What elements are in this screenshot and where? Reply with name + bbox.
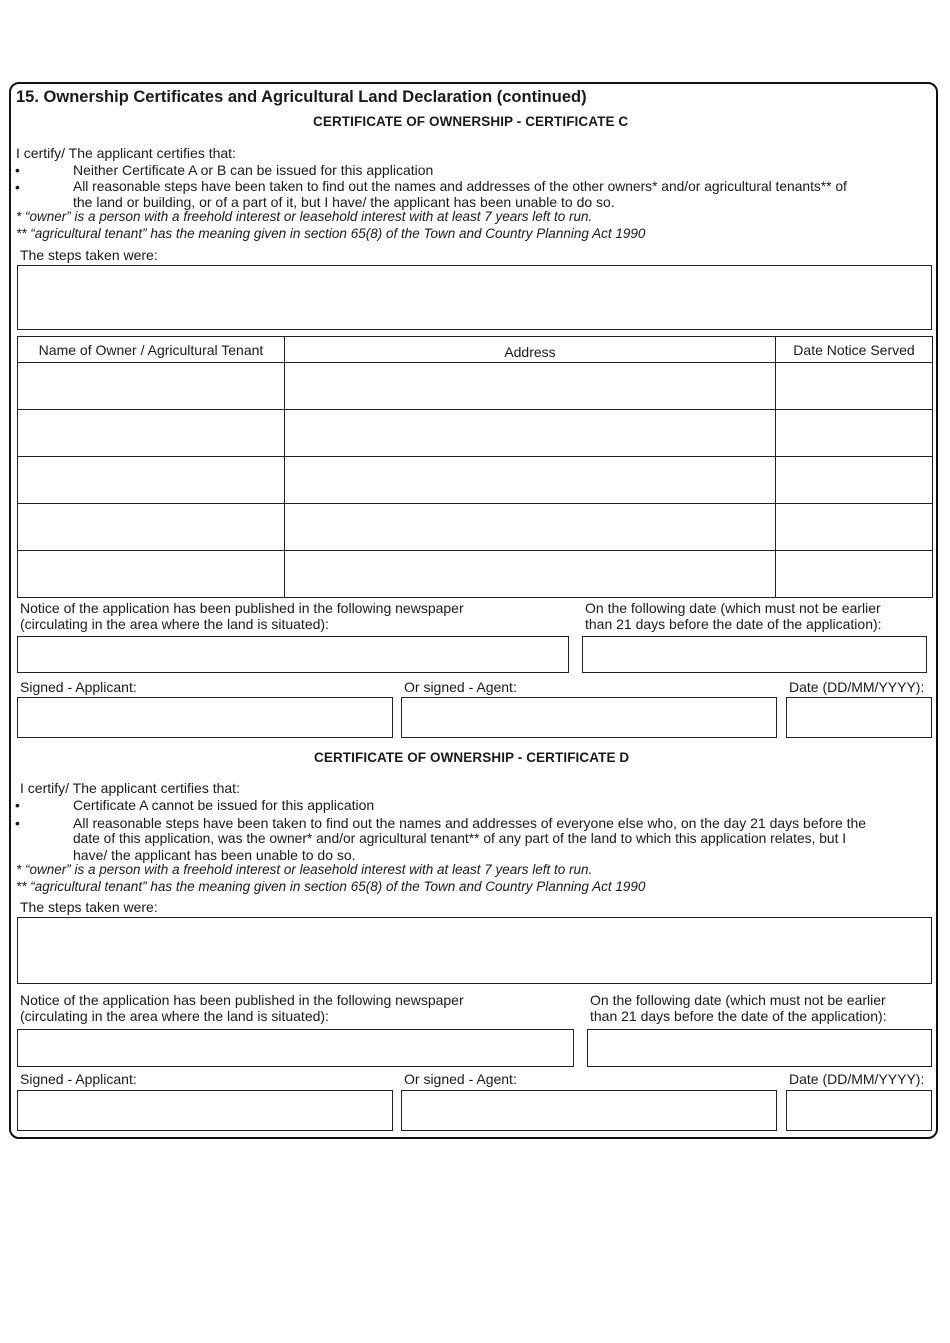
certificate-c-bullet-2-line-1: All reasonable steps have been taken to find out the names and addresses of the other owners* and/or agricultural tenants** of: [73, 179, 847, 194]
date-notice-served-cell[interactable]: [776, 457, 933, 504]
certificate-d-applicant-signature-input[interactable]: [17, 1090, 393, 1131]
address-cell[interactable]: [285, 410, 776, 457]
certificate-c-newspaper-input[interactable]: [17, 636, 569, 673]
certificate-d-signed-agent-label: Or signed - Agent:: [404, 1071, 517, 1087]
certificate-d-newspaper-label-line-2: (circulating in the area where the land is situated):: [20, 1008, 329, 1024]
table-row: [18, 410, 933, 457]
certificate-d-date-signed-input[interactable]: [786, 1090, 932, 1131]
certificate-d-publication-date-input[interactable]: [587, 1029, 932, 1067]
column-header-owner-name: Name of Owner / Agricultural Tenant: [18, 337, 285, 363]
bullet-icon: •: [15, 179, 20, 195]
certificate-c-bullet-2-line-2: the land or building, or of a part of it, but I have/ the applicant has been unable to do so.: [73, 194, 615, 210]
date-notice-served-cell[interactable]: [776, 551, 933, 598]
address-cell[interactable]: [285, 363, 776, 410]
certificate-d-signed-applicant-label: Signed - Applicant:: [20, 1071, 137, 1087]
certificate-d-steps-label: The steps taken were:: [20, 899, 158, 915]
certificate-d-date-signed-label: Date (DD/MM/YYYY):: [789, 1071, 925, 1087]
certificate-c-intro: I certify/ The applicant certifies that:: [16, 145, 236, 161]
owner-name-cell[interactable]: [18, 363, 285, 410]
certificate-c-title: CERTIFICATE OF OWNERSHIP - CERTIFICATE C: [313, 114, 629, 129]
certificate-c-bullet-1: Neither Certificate A or B can be issued for this application: [73, 162, 434, 178]
date-notice-served-cell[interactable]: [776, 504, 933, 551]
certificate-c-date-label-line-2: than 21 days before the date of the application):: [585, 616, 882, 632]
section-title: 15. Ownership Certificates and Agricultural Land Declaration (continued): [16, 88, 587, 106]
certificate-d-agent-signature-input[interactable]: [401, 1090, 777, 1131]
certificate-c-signed-applicant-label: Signed - Applicant:: [20, 679, 137, 695]
certificate-c-date-signed-label: Date (DD/MM/YYYY):: [789, 679, 925, 695]
bullet-icon: •: [15, 815, 20, 831]
column-header-address: Address: [285, 337, 776, 363]
address-cell[interactable]: [285, 504, 776, 551]
certificate-c-publication-date-input[interactable]: [582, 636, 927, 673]
certificate-c-newspaper-label-line-1: Notice of the application has been published in the following newspaper: [20, 600, 464, 616]
bullet-icon: •: [15, 797, 20, 813]
certificate-d-bullet-2-line-2: date of this application, was the owner* and/or agricultural tenant** of any part of the land to which this application relates, but I: [73, 831, 847, 846]
date-notice-served-cell[interactable]: [776, 410, 933, 457]
certificate-c-date-signed-input[interactable]: [786, 697, 932, 738]
table-row: [18, 504, 933, 551]
date-notice-served-cell[interactable]: [776, 363, 933, 410]
certificate-c-steps-input[interactable]: [17, 265, 932, 330]
certificate-d-bullet-1: Certificate A cannot be issued for this application: [73, 797, 375, 813]
certificate-c-signed-agent-label: Or signed - Agent:: [404, 679, 517, 695]
certificate-c-newspaper-label-line-2: (circulating in the area where the land is situated):: [20, 616, 329, 632]
bullet-icon: •: [15, 162, 20, 178]
certificate-c-steps-label: The steps taken were:: [20, 247, 158, 263]
owner-name-cell[interactable]: [18, 504, 285, 551]
certificate-c-owner-note: * “owner” is a person with a freehold interest or leasehold interest with at least 7 years left to run.: [16, 209, 593, 224]
table-header-row: [18, 337, 933, 363]
certificate-d-bullet-2-line-1: All reasonable steps have been taken to find out the names and addresses of everyone else who, on the day 21 days before the: [73, 815, 867, 831]
certificate-d-date-label-line-2: than 21 days before the date of the application):: [590, 1008, 887, 1024]
certificate-d-newspaper-input[interactable]: [17, 1029, 574, 1067]
table-row: [18, 551, 933, 598]
owner-name-cell[interactable]: [18, 410, 285, 457]
certificate-c-owners-table: [17, 336, 933, 598]
certificate-d-owner-note: * “owner” is a person with a freehold interest or leasehold interest with at least 7 years left to run.: [16, 862, 593, 877]
certificate-c-date-label-line-1: On the following date (which must not be earlier: [585, 600, 881, 616]
column-header-date-notice-served: Date Notice Served: [776, 337, 933, 363]
address-cell[interactable]: [285, 551, 776, 598]
table-row: [18, 363, 933, 410]
address-cell[interactable]: [285, 457, 776, 504]
certificate-d-date-label-line-1: On the following date (which must not be earlier: [590, 992, 886, 1008]
certificate-d-newspaper-label-line-1: Notice of the application has been published in the following newspaper: [20, 992, 464, 1008]
certificate-d-intro: I certify/ The applicant certifies that:: [20, 780, 240, 796]
owner-name-cell[interactable]: [18, 551, 285, 598]
certificate-d-title: CERTIFICATE OF OWNERSHIP - CERTIFICATE D: [314, 750, 630, 765]
owner-name-cell[interactable]: [18, 457, 285, 504]
certificate-d-steps-input[interactable]: [17, 917, 932, 984]
certificate-d-tenant-note: ** “agricultural tenant” has the meaning given in section 65(8) of the Town and Country Planning Act 1990: [16, 879, 646, 894]
certificate-c-agent-signature-input[interactable]: [401, 697, 777, 738]
table-row: [18, 457, 933, 504]
certificate-d-bullet-2-line-3: have/ the applicant has been unable to do so.: [73, 847, 356, 863]
certificate-c-tenant-note: ** “agricultural tenant” has the meaning given in section 65(8) of the Town and Country Planning Act 1990: [16, 226, 646, 241]
certificate-c-applicant-signature-input[interactable]: [17, 697, 393, 738]
